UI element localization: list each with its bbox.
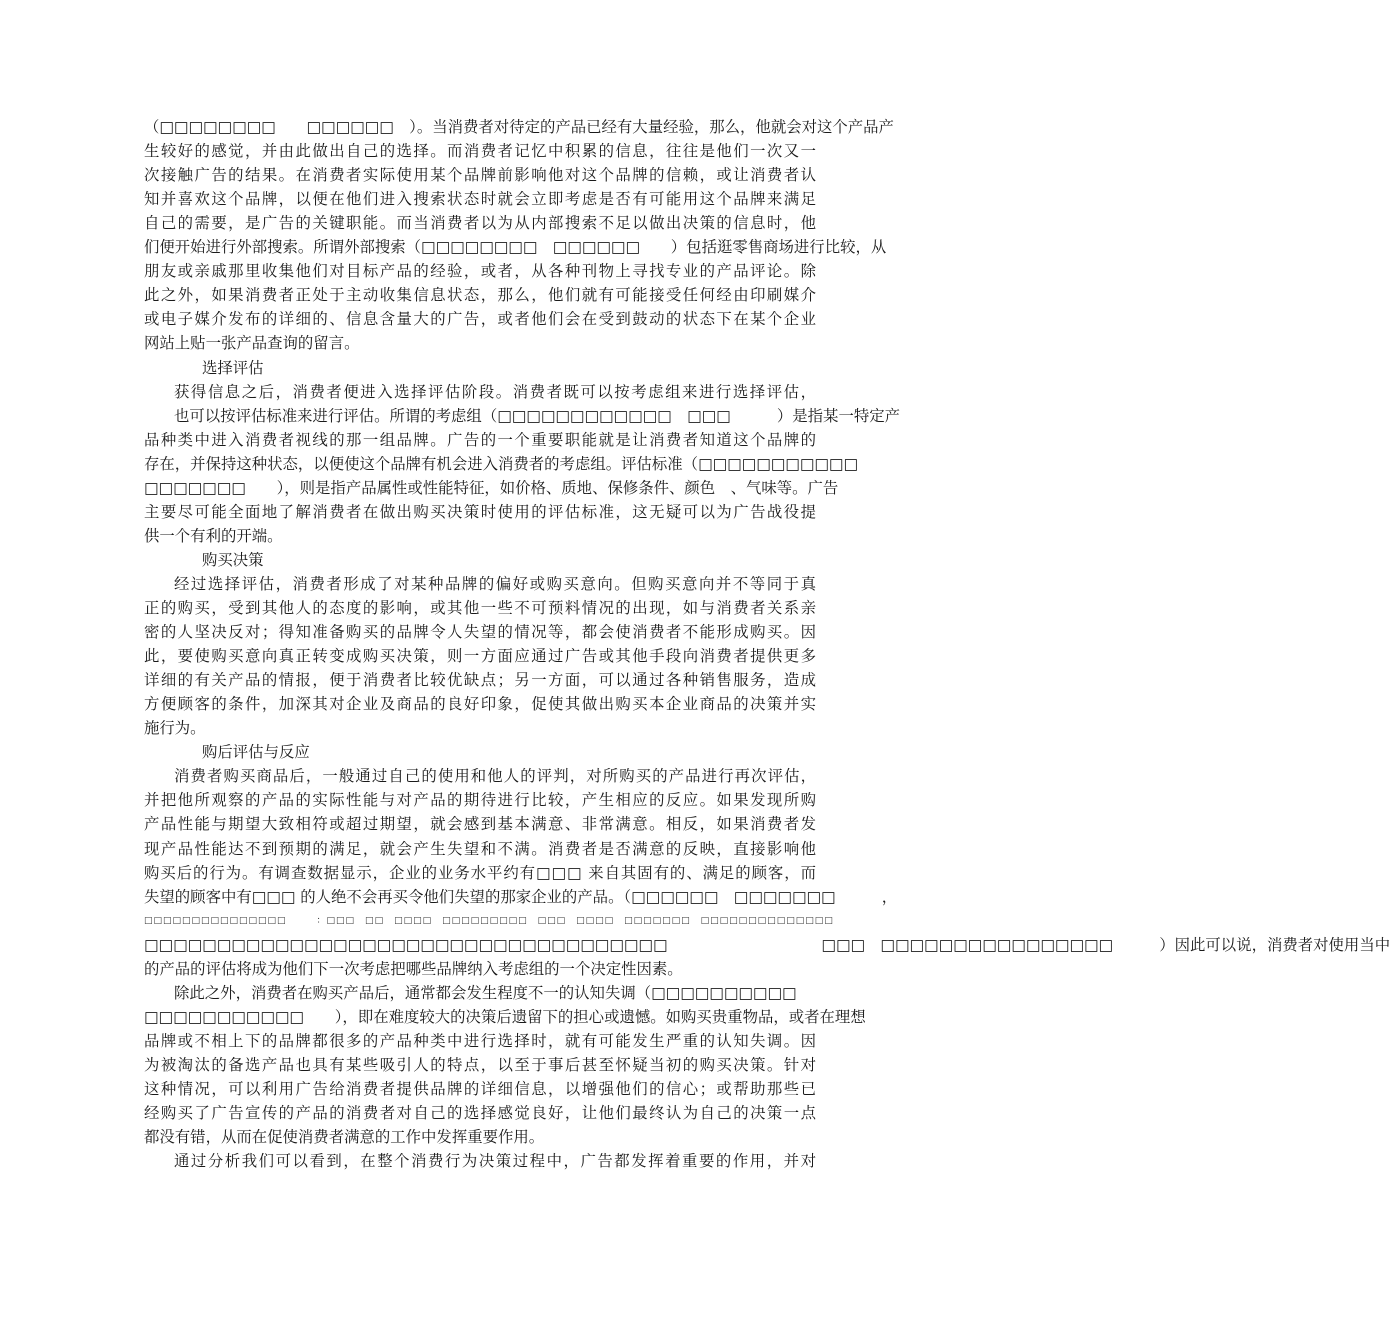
text-line: 生较好的感觉，并由此做出自己的选择。而消费者记忆中积累的信息，往往是他们一次又一 xyxy=(144,142,816,161)
text-line: 详细的有关产品的情报，便于消费者比较优缺点；另一方面，可以通过各种销售服务，造成 xyxy=(144,671,816,690)
text-line: 这种情况，可以利用广告给消费者提供品牌的详细信息，以增强他们的信心；或帮助那些已 xyxy=(144,1080,816,1098)
text-line: 网站上贴一张产品查询的留言。 xyxy=(144,334,360,353)
text-line: 们便开始进行外部搜索。所谓外部搜索（□□□□□□□□ □□□□□□ ）包括逛零售商场进行比较，从 xyxy=(144,238,887,257)
section-heading: 选择评估 xyxy=(202,358,264,377)
text-line: 自己的需要，是广告的关键职能。而当消费者以为从内部搜索不足以做出决策的信息时，他 xyxy=(144,214,816,233)
text-line: □□□□□□□□□□□□□□□ ：□□□ □□ □□□□ □□□□□□□□□ □□□ □□□□ □□□□□□□ □□□□□□□□□□□□□□ xyxy=(144,915,834,926)
text-line: 次接触广告的结果。在消费者实际使用某个品牌前影响他对这个品牌的信赖，或让消费者认 xyxy=(144,166,816,185)
text-line: 都没有错，从而在促使消费者满意的工作中发挥重要作用。 xyxy=(144,1128,545,1147)
text-line: 失望的顾客中有□□□ 的人绝不会再买令他们失望的那家企业的产品。（□□□□□□ □□□□□□□ ， xyxy=(144,887,898,906)
text-line: □□□□□□□□□□□ ），即在难度较大的决策后遗留下的担心或遗憾。如购买贵重物品，或者在理想 xyxy=(144,1007,866,1026)
text-line: 为被淘汰的备选产品也具有某些吸引人的特点，以至于事后甚至怀疑当初的购买决策。针对 xyxy=(144,1055,816,1074)
text-line: 此，要使购买意向真正转变成购买决策，则一方面应通过广告或其他手段向消费者提供更多 xyxy=(144,647,816,666)
text-line: 通过分析我们可以看到，在整个消费行为决策过程中，广告都发挥着重要的作用，并对 xyxy=(174,1152,816,1171)
text-line: □□□□□□□ ），则是指产品属性或性能特征，如价格、质地、保修条件、颜色 、气味等。广告 xyxy=(144,478,839,497)
text-line: （□□□□□□□□ □□□□□□ ）。当消费者对待定的产品已经有大量经验，那么，他就会对这个产品产 xyxy=(144,118,894,136)
text-line: 正的购买，受到其他人的态度的影响，或其他一些不可预料情况的出现，如与消费者关系亲 xyxy=(144,599,816,617)
text-line: 消费者购买商品后，一般通过自己的使用和他人的评判，对所购买的产品进行再次评估， xyxy=(174,767,816,786)
section-heading: 购买决策 xyxy=(202,550,264,569)
text-line: □□□□□□□□□□□□□□□□□□□□□□□□□□□□□□□□□□□□ □□□ □□□□□□□□□□□□□□□□ ）因此可以说，消费者对使用当中 xyxy=(144,935,1390,954)
text-line: 产品性能与期望大致相符或超过期望，就会感到基本满意、非常满意。相反，如果消费者发 xyxy=(144,815,816,834)
text-line: 存在，并保持这种状态，以便使这个品牌有机会进入消费者的考虑组。评估标准（□□□□□□□□□□□ xyxy=(144,454,859,473)
text-line: 此之外，如果消费者正处于主动收集信息状态，那么，他们就有可能接受任何经由印刷媒介 xyxy=(144,286,816,305)
text-line: 品牌或不相上下的品牌都很多的产品种类中进行选择时，就有可能发生严重的认知失调。因 xyxy=(144,1031,816,1050)
text-line: 也可以按评估标准来进行评估。所谓的考虑组（□□□□□□□□□□□□ □□□ ）是指某一特定产 xyxy=(174,406,901,425)
text-line: 朋友或亲戚那里收集他们对目标产品的经验，或者，从各种刊物上寻找专业的产品评论。除 xyxy=(144,262,816,281)
text-line: 经过选择评估，消费者形成了对某种品牌的偏好或购买意向。但购买意向并不等同于真 xyxy=(174,574,816,593)
text-line: 知并喜欢这个品牌，以便在他们进入搜索状态时就会立即考虑是否有可能用这个品牌来满足 xyxy=(144,190,816,209)
text-line: 或电子媒介发布的详细的、信息含量大的广告，或者他们会在受到鼓动的状态下在某个企业 xyxy=(144,310,816,329)
text-line: 经购买了广告宣传的产品的消费者对自己的选择感觉良好，让他们最终认为自己的决策一点 xyxy=(144,1104,816,1123)
text-line: 施行为。 xyxy=(144,719,206,738)
section-heading: 购后评估与反应 xyxy=(202,743,310,762)
text-line: 方便顾客的条件，加深其对企业及商品的良好印象，促使其做出购买本企业商品的决策并实 xyxy=(144,695,816,714)
text-line: 供一个有利的开端。 xyxy=(144,526,283,545)
text-line: 密的人坚决反对；得知准备购买的品牌令人失望的情况等，都会使消费者不能形成购买。因 xyxy=(144,623,816,642)
text-line: 获得信息之后，消费者便进入选择评估阶段。消费者既可以按考虑组来进行选择评估， xyxy=(174,382,816,401)
text-line: 现产品性能达不到预期的满足，就会产生失望和不满。消费者是否满意的反映，直接影响他 xyxy=(144,839,816,858)
text-line: 购买后的行为。有调查数据显示，企业的业务水平约有□□□ 来自其固有的、满足的顾客，而 xyxy=(144,863,816,882)
text-line: 主要尽可能全面地了解消费者在做出购买决策时使用的评估标准，这无疑可以为广告战役提 xyxy=(144,502,816,521)
text-line: 除此之外，消费者在购买产品后，通常都会发生程度不一的认知失调（□□□□□□□□□□ xyxy=(174,983,797,1002)
text-line: 品种类中进入消费者视线的那一组品牌。广告的一个重要职能就是让消费者知道这个品牌的 xyxy=(144,430,816,449)
text-line: 并把他所观察的产品的实际性能与对产品的期待进行比较，产生相应的反应。如果发现所购 xyxy=(144,791,816,810)
text-line: 的产品的评估将成为他们下一次考虑把哪些品牌纳入考虑组的一个决定性因素。 xyxy=(144,959,683,978)
